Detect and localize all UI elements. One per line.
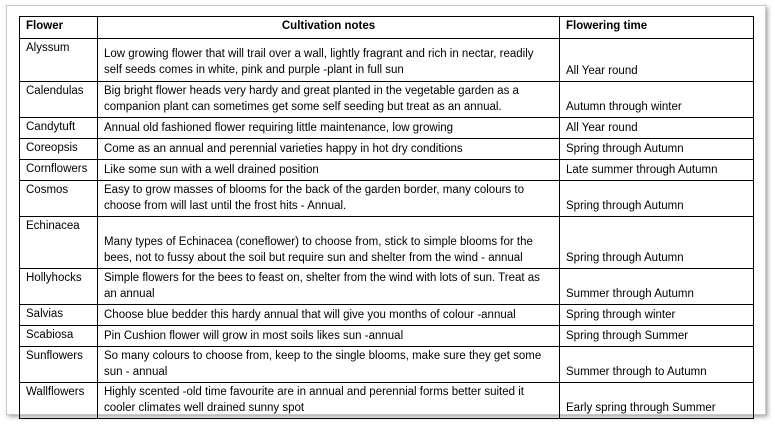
flowering-time: All Year round: [560, 118, 754, 139]
table-row: [20, 347, 754, 383]
header-row: [20, 17, 754, 39]
flowering-time: Spring through winter: [560, 305, 754, 326]
table-row: [20, 305, 754, 326]
flowering-time: Spring through Summer: [560, 326, 754, 347]
cultivation-notes: Big bright flower heads very hardy and great planted in the vegetable garden as a companion plant can sometimes get some self seeding but treat as an annual.: [98, 82, 560, 118]
flower-name: Calendulas: [20, 82, 98, 118]
flower-name: Scabiosa: [20, 326, 98, 347]
flower-name: Echinacea: [20, 217, 98, 269]
cultivation-notes: Come as an annual and perennial varieties happy in hot dry conditions: [98, 139, 560, 160]
flower-name: Candytuft: [20, 118, 98, 139]
flowering-time: All Year round: [560, 39, 754, 82]
table-row: [20, 118, 754, 139]
header-cultivation-notes: Cultivation notes: [98, 17, 560, 39]
table-row: [20, 269, 754, 305]
cultivation-notes: Pin Cushion flower will grow in most soils likes sun -annual: [98, 326, 560, 347]
table-row: [20, 326, 754, 347]
flower-name: Salvias: [20, 305, 98, 326]
flower-name: Hollyhocks: [20, 269, 98, 305]
cultivation-notes: Like some sun with a well drained position: [98, 160, 560, 181]
flowering-time: Spring through Autumn: [560, 217, 754, 269]
flower-name: Wallflowers: [20, 383, 98, 419]
cultivation-notes: Easy to grow masses of blooms for the back of the garden border, many colours to choose from will last until the frost hits - Annual.: [98, 181, 560, 217]
cultivation-notes: Simple flowers for the bees to feast on, shelter from the wind with lots of sun. Treat as an annual: [98, 269, 560, 305]
table-row: [20, 383, 754, 419]
cultivation-notes: Annual old fashioned flower requiring little maintenance, low growing: [98, 118, 560, 139]
table-row: [20, 217, 754, 269]
flower-name: Cornflowers: [20, 160, 98, 181]
flowering-time: Summer through to Autumn: [560, 347, 754, 383]
flowering-time: Early spring through Summer: [560, 383, 754, 419]
flower-name: Cosmos: [20, 181, 98, 217]
flowering-time: Summer through Autumn: [560, 269, 754, 305]
table-row: [20, 181, 754, 217]
header-flowering-time: Flowering time: [560, 17, 754, 39]
flower-table: [19, 16, 754, 419]
flowering-time: Spring through Autumn: [560, 139, 754, 160]
table-row: [20, 139, 754, 160]
flower-name: Alyssum: [20, 39, 98, 82]
table-frame: [6, 5, 766, 415]
table-row: [20, 160, 754, 181]
table-row: [20, 82, 754, 118]
table-row: [20, 39, 754, 82]
cultivation-notes: Low growing flower that will trail over a wall, lightly fragrant and rich in nectar, readily self seeds comes in white, pink and purple -plant in full sun: [98, 39, 560, 82]
flower-name: Sunflowers: [20, 347, 98, 383]
header-flower: Flower: [20, 17, 98, 39]
cultivation-notes: Choose blue bedder this hardy annual that will give you months of colour -annual: [98, 305, 560, 326]
flowering-time: Autumn through winter: [560, 82, 754, 118]
cultivation-notes: Many types of Echinacea (coneflower) to choose from, stick to simple blooms for the bees, not to fussy about the soil but require sun and shelter from the wind - annual: [98, 217, 560, 269]
flowering-time: Spring through Autumn: [560, 181, 754, 217]
cultivation-notes: So many colours to choose from, keep to the single blooms, make sure they get some sun - annual: [98, 347, 560, 383]
flower-name: Coreopsis: [20, 139, 98, 160]
flowering-time: Late summer through Autumn: [560, 160, 754, 181]
cultivation-notes: Highly scented -old time favourite are in annual and perennial forms better suited it cooler climates well drained sunny spot: [98, 383, 560, 419]
